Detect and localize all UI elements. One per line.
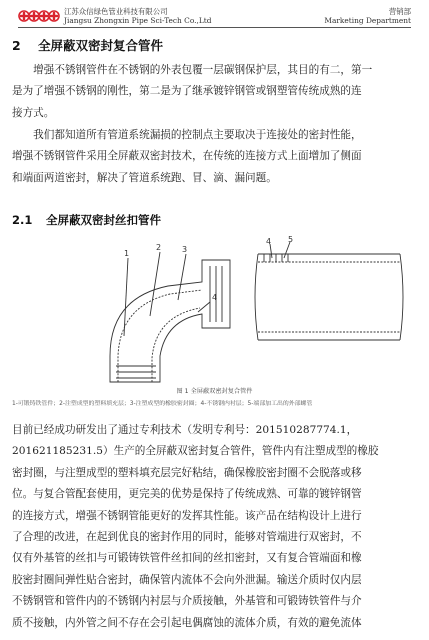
elbow-fitting-drawing: [70, 236, 260, 384]
section-title: 全屏蔽双密封复合管件: [38, 38, 164, 53]
section-heading: [12, 36, 163, 54]
paragraph-line: 仅有外基管的丝扣与可锻铸铁管件丝扣间的丝扣密封，又有复合管端面和橡: [12, 552, 362, 565]
paragraph-line: 接方式。: [12, 106, 55, 119]
section-number: 2: [12, 38, 21, 53]
pipe-section-drawing: [250, 236, 420, 344]
paragraph-line: 密封圈，与注塑成型的塑料填充层完好粘结，确保橡胶密封圈不会脱落或移: [12, 466, 362, 479]
zhongxin-logo-icon: [18, 6, 60, 26]
figure-caption: 图 1 全屏蔽双密封复合管件: [176, 388, 253, 395]
paragraph-line: 是为了增强不锈钢的刚性，第二是为了继承镀锌钢管或钢塑管传统成熟的连: [12, 85, 362, 98]
paragraph-line: 胶密封圈间弹性贴合密封，确保管内流体不会向外泄漏。输送介质时仅内层: [12, 573, 362, 586]
paragraph-line: 目前已经成功研发出了通过专利技术（发明专利号：201510287774.1，: [12, 424, 358, 436]
department-name-en: Marketing Department: [324, 16, 411, 25]
subsection-heading: [12, 212, 161, 228]
paragraph-line: 的连接方式，增强不锈钢管能更好的发挥其性能。该产品在结构设计上进行: [12, 509, 362, 522]
figure-label-4-left: 4: [212, 293, 218, 302]
paragraph-line: 和端面两道密封，解决了管道系统跑、冒、滴、漏问题。: [12, 171, 277, 184]
paragraph-line: 了合理的改进，在起到优良的密封作用的同时，能够对管端进行双密封，不: [12, 531, 362, 544]
department-name-cn: 营销部: [388, 7, 411, 16]
subsection-number: 2.1: [12, 213, 33, 227]
paragraph-line: 不锈钢管和管件内的不锈钢内衬层与介质接触，外基管和可锻铸铁管件与介: [12, 595, 362, 608]
figure-legend: 1-可锻铸铁管件；2-注塑成型的塑料填充层；3-注塑成型的橡胶密封圈；4-不锈钢内衬层；5-端部加工出的外部螺管: [12, 401, 313, 407]
paragraph-line: 增强不锈钢管件在不锈钢的外表包覆一层碳钢保护层，其目的有二，第一: [12, 64, 373, 76]
figure-label-4: 4: [266, 237, 272, 246]
figure-label-2: 2: [156, 243, 162, 252]
page-header: [0, 0, 429, 30]
paragraph-line: 质不接触，内外管之间不存在会引起电偶腐蚀的流体介质，有效的避免流体: [12, 616, 362, 629]
company-name-cn: 江苏众信绿色管业科技有限公司: [64, 7, 168, 16]
paragraph-sealing: [12, 125, 420, 189]
paragraph-line: 位。与复合管配套使用，更完美的优势是保持了传统成熟、可靠的镀锌钢管: [12, 488, 362, 501]
header-divider: [18, 27, 411, 28]
paragraph-line: 201621185231.5）生产的全屏蔽双密封复合管件，管件内有注塑成型的橡胶: [12, 445, 379, 458]
paragraph-line: 增强不锈钢管件采用全屏蔽双密封技术，在传统的连接方式上面增加了侧面: [12, 150, 362, 163]
subsection-title: 全屏蔽双密封丝扣管件: [46, 213, 161, 227]
paragraph-line: 我们都知道所有管道系统漏损的控制点主要取决于连接处的密封性能，: [12, 129, 362, 141]
figure-label-3: 3: [182, 245, 188, 254]
paragraph-intro: [12, 60, 420, 124]
paragraph-patent: [12, 420, 420, 634]
figure-label-5: 5: [288, 236, 294, 244]
figure-label-1: 1: [124, 249, 130, 258]
company-name-en: Jiangsu Zhongxin Pipe Sci-Tech Co.,Ltd: [64, 16, 212, 25]
